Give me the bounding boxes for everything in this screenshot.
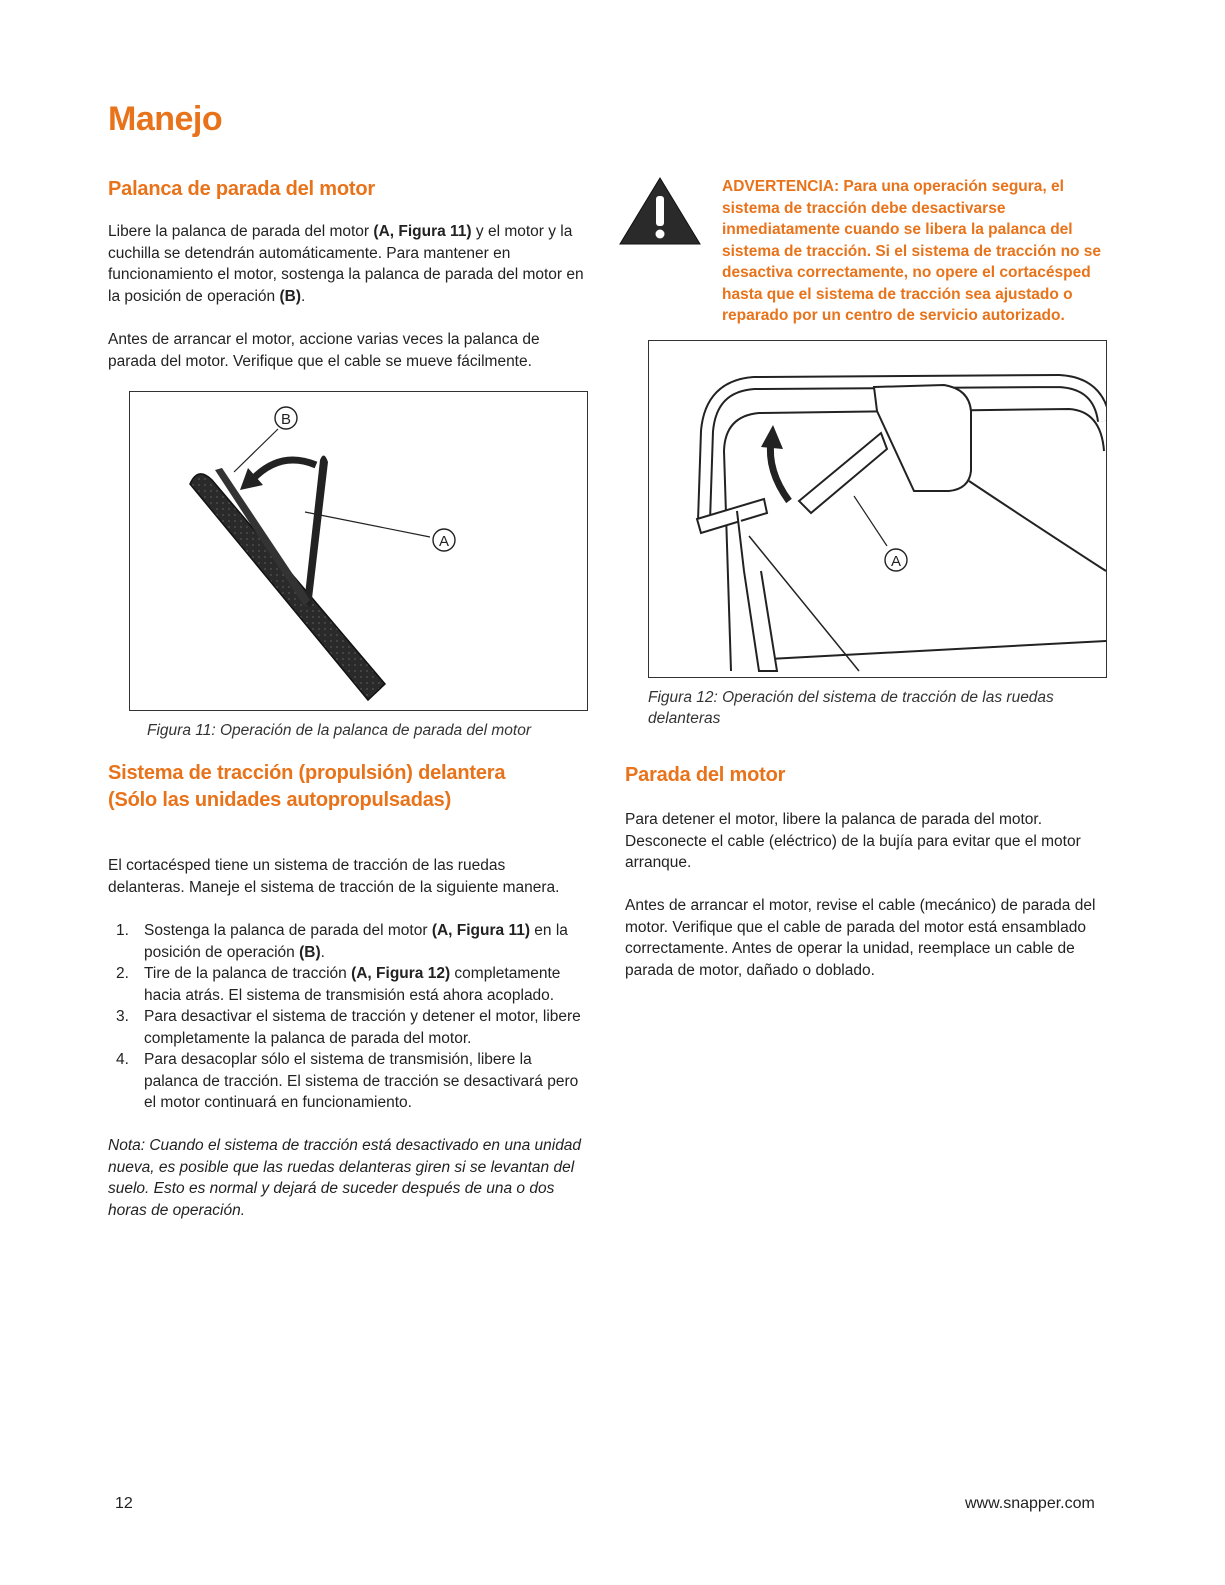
callout-a-label: A [890,553,902,570]
text-span: . [301,287,306,305]
text-span: Sostenga la palanca de parada del motor [144,922,432,939]
lift-arrowhead-shape [761,425,783,449]
list-item [108,963,588,1006]
figure-reference: (A, Figura 11) [431,922,530,939]
heading-line-1: Sistema de tracción (propulsión) delantera [108,762,506,784]
text-span: . [320,943,325,961]
control-box-shape [874,385,971,491]
paragraph-engine-stop-lever-2: Antes de arrancar el motor, accione varias veces la palanca de parada del motor. Verifique que el cable se mueve fácilmente. [108,331,540,370]
drive-lever-shape [799,433,887,513]
position-reference: (B) [299,943,321,961]
heading-line-2: (Sólo las unidades autopropulsadas) [108,789,452,811]
callout-b-label: B [280,411,292,428]
text-span: Libere la palanca de parada del motor [108,223,374,240]
list-item [108,1006,588,1049]
stop-lever-shape [304,455,328,607]
text-span: Tire de la palanca de tracción [144,965,352,982]
figure-reference: (A, Figura 12) [351,965,451,982]
paragraph-engine-stop-lever-1 [108,221,586,307]
section-heading-engine-stop-lever: Palanca de parada del motor [108,178,375,200]
text-span: y el motor y la cuchilla se detendrán automáticamente. Para mantener en funcionamiento el motor, sostenga la palanca de parada del motor en la posición de operación [108,223,584,305]
t-handle-shaft-shape [737,511,777,671]
paragraph-engine-stop-2: Antes de arrancar el motor, revise el cable (mecánico) de parada del motor. Verifique que el cable de parada del motor está ensamblado correctamente. Antes de operar la unidad, reemplace un cable de parada de motor, dañado o doblado. [625,897,1096,979]
section-heading-engine-stop: Parada del motor [625,764,786,786]
steps-list [108,920,588,1114]
page-number: 12 [115,1495,133,1512]
figure-11-caption: Figura 11: Operación de la palanca de parada del motor [147,722,532,739]
footer-url: www.snapper.com [965,1495,1095,1512]
step-number: 4. [116,1051,129,1068]
list-item [108,1049,588,1114]
note-paragraph: Nota: Cuando el sistema de tracción está desactivado en una unidad nueva, es posible que las ruedas delanteras giren si se levantan del suelo. Esto es normal y dejará de suceder después de una o dos horas de operación. [108,1137,582,1219]
position-reference: (B) [279,287,302,305]
text-span: completamente hacia atrás. El sistema de transmisión está ahora acoplado. [144,965,561,1004]
figure-12-caption: Figura 12: Operación del sistema de tracción de las ruedas delanteras [648,689,1054,727]
text-span: Para desacoplar sólo el sistema de transmisión, libere la palanca de tracción. El sistema de tracción se desactivará pero el motor continuará en funcionamiento. [144,1051,579,1111]
step-number: 1. [116,922,129,939]
cable-shape [969,481,1106,571]
callout-a-label: A [438,533,450,550]
list-item [108,920,588,963]
page-title: Manejo [108,100,223,138]
figure-12 [648,340,1107,678]
paragraph-engine-stop-1: Para detener el motor, libere la palanca de parada del motor. Desconecte el cable (eléctrico) de la bujía para evitar que el motor arranque. [625,811,1081,871]
figure-12-illustration [649,341,1106,677]
figure-11 [129,391,588,711]
handle-bar-shape [190,474,385,700]
step-number: 2. [116,965,129,982]
step-number: 3. [116,1008,129,1025]
leader-line-a [305,512,430,537]
text-span: en la posición de operación [144,922,568,961]
figure-11-illustration [130,392,587,710]
leader-line-a [854,496,887,546]
bottom-bar-shape [769,641,1106,659]
warning-icon [618,176,702,246]
lift-arrow-shape [770,441,789,501]
motion-arrow-shape [252,460,316,480]
text-span: Para desactivar el sistema de tracción y detener el motor, libere completamente la palanca de parada del motor. [144,1008,581,1047]
warning-text: ADVERTENCIA: Para una operación segura, el sistema de tracción debe desactivarse inmediatamente cuando se libera la palanca del sistema de tracción. Si el sistema de tracción no se desactiva correctamente, no opere el cortacésped hasta que el sistema de tracción sea ajustado o reparado por un centro de servicio autorizado. [722,178,1102,324]
figure-reference: (A, Figura 11) [373,223,472,240]
paragraph-front-drive-intro: El cortacésped tiene un sistema de tracción de las ruedas delanteras. Maneje el sistema de tracción de la siguiente manera. [108,857,560,896]
section-heading-front-drive [108,760,598,814]
lever-outline-shape [215,468,310,606]
